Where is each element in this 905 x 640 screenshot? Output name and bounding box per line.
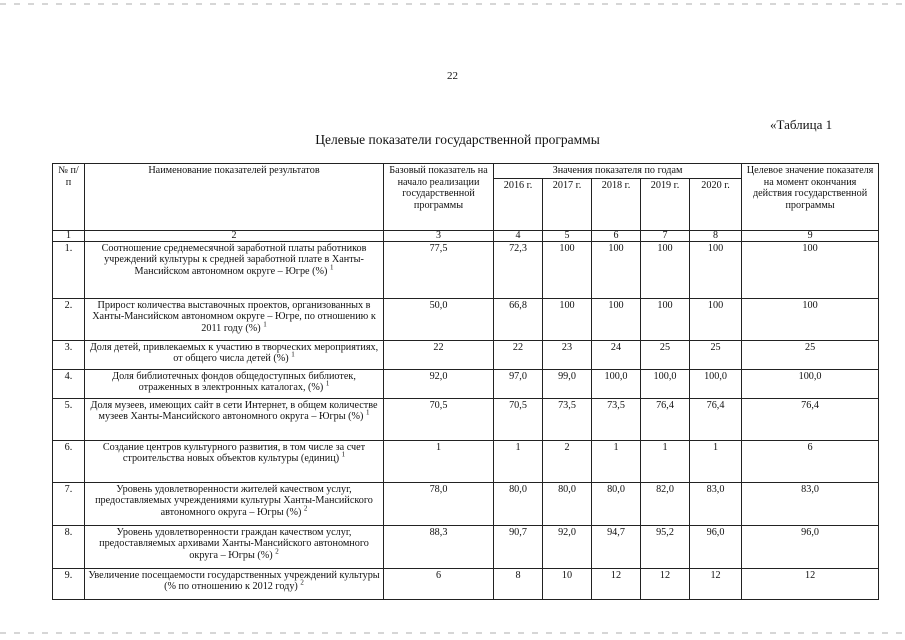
header-year: 2016 г. xyxy=(494,178,543,230)
target-value: 100,0 xyxy=(742,369,879,398)
year-value: 25 xyxy=(641,340,690,369)
year-value: 96,0 xyxy=(690,525,742,568)
column-number: 9 xyxy=(742,230,879,241)
indicator-name-text: Создание центров культурного развития, в том числе за счет строительства новых объектов культуры (единиц) xyxy=(102,441,366,465)
year-value: 25 xyxy=(690,340,742,369)
year-value: 12 xyxy=(641,568,690,599)
column-numbers-row xyxy=(53,230,879,241)
year-value: 76,4 xyxy=(690,398,742,440)
header-num: № п/п xyxy=(53,164,85,231)
row-number: 2. xyxy=(53,298,85,340)
indicator-name xyxy=(85,568,384,599)
column-number: 4 xyxy=(494,230,543,241)
year-value: 22 xyxy=(494,340,543,369)
year-value: 12 xyxy=(592,568,641,599)
base-value: 50,0 xyxy=(384,298,494,340)
header-name: Наименование показателей результатов xyxy=(85,164,384,231)
base-value: 92,0 xyxy=(384,369,494,398)
year-value: 92,0 xyxy=(543,525,592,568)
year-value: 100 xyxy=(592,298,641,340)
year-value: 100 xyxy=(543,241,592,298)
year-value: 80,0 xyxy=(494,482,543,525)
year-value: 8 xyxy=(494,568,543,599)
year-value: 100,0 xyxy=(592,369,641,398)
row-number: 3. xyxy=(53,340,85,369)
header-years-group: Значения показателя по годам xyxy=(494,164,742,179)
year-value: 80,0 xyxy=(543,482,592,525)
year-value: 66,8 xyxy=(494,298,543,340)
base-value: 77,5 xyxy=(384,241,494,298)
year-value: 83,0 xyxy=(690,482,742,525)
table-row xyxy=(53,340,879,369)
year-value: 94,7 xyxy=(592,525,641,568)
target-value: 25 xyxy=(742,340,879,369)
year-value: 100,0 xyxy=(641,369,690,398)
year-value: 1 xyxy=(592,440,641,482)
indicator-name xyxy=(85,241,384,298)
indicator-name-text: Соотношение среднемесячной заработной платы работников учреждений культуры к средней заработной плате в Ханты-Мансийском автономном округе – Югре (%) xyxy=(101,242,367,277)
indicator-name xyxy=(85,298,384,340)
year-value: 24 xyxy=(592,340,641,369)
indicator-name-text: Уровень удовлетворенности граждан качеством услуг, предоставляемых архивами Ханты-Мансийского автономного округа – Югры (%) xyxy=(99,526,369,561)
year-value: 12 xyxy=(690,568,742,599)
year-value: 90,7 xyxy=(494,525,543,568)
footnote-mark: 1 xyxy=(365,408,370,417)
table-row xyxy=(53,482,879,525)
year-value: 100 xyxy=(543,298,592,340)
indicator-name-text: Доля детей, привлекаемых к участию в творческих мероприятиях, от общего числа детей (%) xyxy=(89,341,379,365)
footnote-mark: 2 xyxy=(275,547,279,556)
year-value: 80,0 xyxy=(592,482,641,525)
indicator-name-text: Доля музеев, имеющих сайт в сети Интернет, в общем количестве музеев Ханты-Мансийского автономного округа – Югры (%) xyxy=(90,399,378,423)
row-number: 4. xyxy=(53,369,85,398)
year-value: 23 xyxy=(543,340,592,369)
table-reference: «Таблица 1 xyxy=(770,117,833,132)
year-value: 73,5 xyxy=(543,398,592,440)
indicator-name xyxy=(85,525,384,568)
indicator-name xyxy=(85,440,384,482)
target-value: 6 xyxy=(742,440,879,482)
target-value: 96,0 xyxy=(742,525,879,568)
row-number: 8. xyxy=(53,525,85,568)
target-value: 100 xyxy=(742,241,879,298)
indicator-name xyxy=(85,340,384,369)
year-value: 2 xyxy=(543,440,592,482)
indicators-table xyxy=(52,163,879,600)
table-row xyxy=(53,440,879,482)
footnote-mark: 1 xyxy=(291,350,295,359)
footnote-mark: 1 xyxy=(341,450,346,459)
year-value: 72,3 xyxy=(494,241,543,298)
year-value: 97,0 xyxy=(494,369,543,398)
column-number: 3 xyxy=(384,230,494,241)
header-year: 2017 г. xyxy=(543,178,592,230)
footnote-mark: 2 xyxy=(300,578,304,587)
year-value: 73,5 xyxy=(592,398,641,440)
target-value: 76,4 xyxy=(742,398,879,440)
footnote-mark: 1 xyxy=(325,379,330,388)
indicator-name-text: Прирост количества выставочных проектов, организованных в Ханты-Мансийском автономном округе – Югре, по отношению к 2011 году (%) xyxy=(92,299,376,334)
year-value: 95,2 xyxy=(641,525,690,568)
year-value: 100 xyxy=(641,298,690,340)
base-value: 6 xyxy=(384,568,494,599)
year-value: 10 xyxy=(543,568,592,599)
footnote-mark: 1 xyxy=(329,263,334,272)
header-year: 2018 г. xyxy=(592,178,641,230)
year-value: 1 xyxy=(690,440,742,482)
base-value: 78,0 xyxy=(384,482,494,525)
year-value: 76,4 xyxy=(641,398,690,440)
table-row xyxy=(53,298,879,340)
target-value: 100 xyxy=(742,298,879,340)
year-value: 100,0 xyxy=(690,369,742,398)
page-number: 22 xyxy=(447,70,458,82)
table-row xyxy=(53,369,879,398)
year-value: 100 xyxy=(592,241,641,298)
header-year: 2019 г. xyxy=(641,178,690,230)
year-value: 100 xyxy=(641,241,690,298)
base-value: 1 xyxy=(384,440,494,482)
target-value: 83,0 xyxy=(742,482,879,525)
year-value: 1 xyxy=(494,440,543,482)
scan-edge-bottom xyxy=(0,632,905,634)
footnote-mark: 2 xyxy=(303,504,308,513)
row-number: 9. xyxy=(53,568,85,599)
row-number: 1. xyxy=(53,241,85,298)
header-row-top xyxy=(53,164,879,179)
column-number: 2 xyxy=(85,230,384,241)
document-title: Целевые показатели государственной программы xyxy=(315,132,600,147)
row-number: 7. xyxy=(53,482,85,525)
indicator-name-text: Увеличение посещаемости государственных учреждений культуры (% по отношению к 2012 году) xyxy=(88,569,380,593)
indicator-name xyxy=(85,398,384,440)
year-value: 100 xyxy=(690,298,742,340)
header-base: Базовый показатель на начало реализации государственной программы xyxy=(384,164,494,231)
table-row xyxy=(53,525,879,568)
scan-edge-top xyxy=(0,3,905,5)
indicators-body xyxy=(53,241,879,599)
row-number: 6. xyxy=(53,440,85,482)
indicator-name-text: Доля библиотечных фондов общедоступных библиотек, отраженных в электронных каталогах, (%) xyxy=(112,370,356,394)
table-row xyxy=(53,568,879,599)
table-row xyxy=(53,398,879,440)
column-number: 1 xyxy=(53,230,85,241)
header-year: 2020 г. xyxy=(690,178,742,230)
indicator-name-text: Уровень удовлетворенности жителей качеством услуг, предоставляемых учреждениями культуры Ханты-Мансийского автономного округа – Югры (%) xyxy=(95,483,373,518)
indicator-name xyxy=(85,369,384,398)
base-value: 70,5 xyxy=(384,398,494,440)
table-row xyxy=(53,241,879,298)
year-value: 70,5 xyxy=(494,398,543,440)
header-target: Целевое значение показателя на момент окончания действия государственной программы xyxy=(742,164,879,231)
footnote-mark: 1 xyxy=(263,320,267,329)
column-number: 7 xyxy=(641,230,690,241)
year-value: 1 xyxy=(641,440,690,482)
base-value: 22 xyxy=(384,340,494,369)
year-value: 99,0 xyxy=(543,369,592,398)
base-value: 88,3 xyxy=(384,525,494,568)
target-value: 12 xyxy=(742,568,879,599)
column-number: 8 xyxy=(690,230,742,241)
indicator-name xyxy=(85,482,384,525)
year-value: 82,0 xyxy=(641,482,690,525)
year-value: 100 xyxy=(690,241,742,298)
column-number: 6 xyxy=(592,230,641,241)
column-number: 5 xyxy=(543,230,592,241)
row-number: 5. xyxy=(53,398,85,440)
